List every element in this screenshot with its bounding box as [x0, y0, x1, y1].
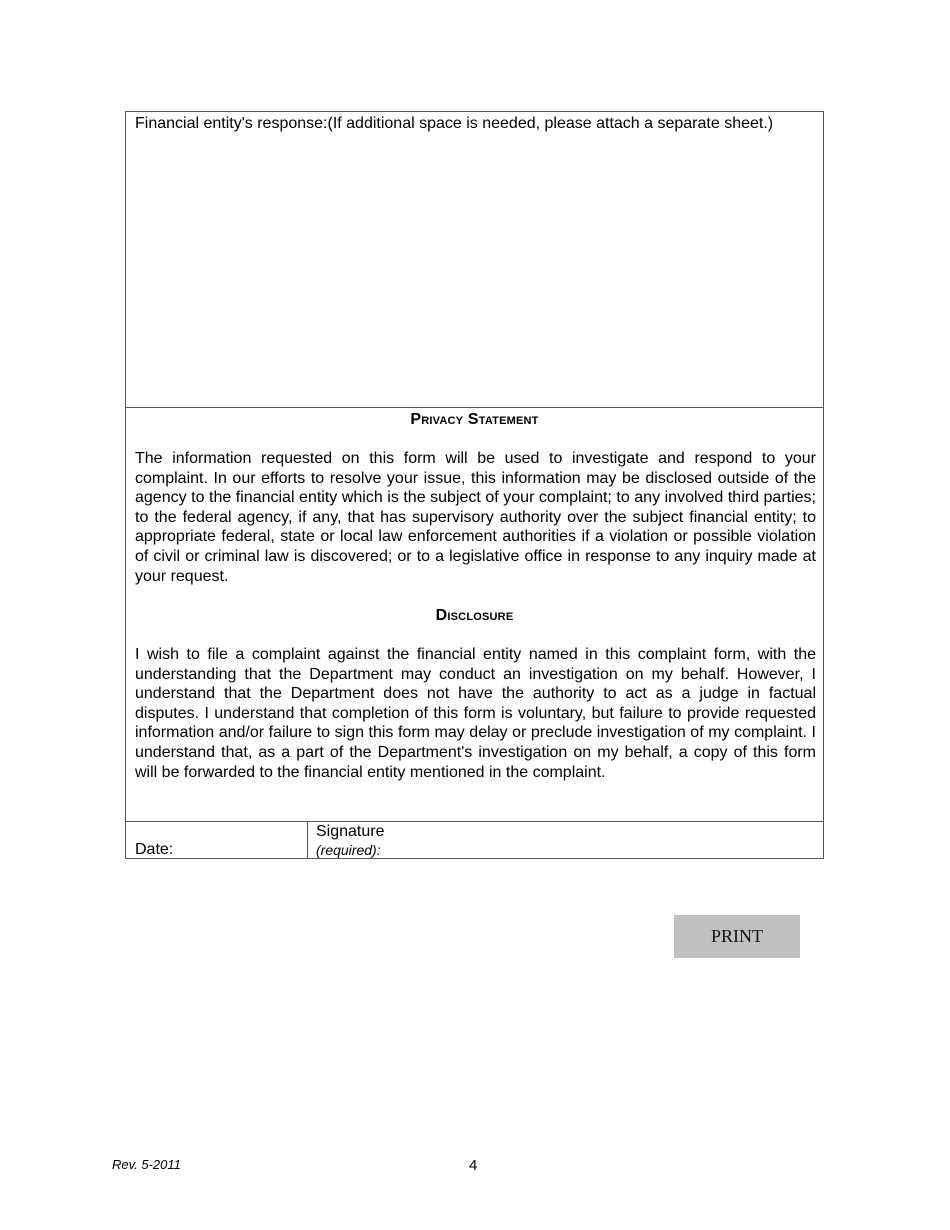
privacy-statement-text: The information requested on this form will be used to investigate and respond to your complaint. In our efforts to resolve your issue, this information may be disclosed outside of the agency to the financial entity which is the subject of your complaint; to any involved third parties; to the federal agency, if any, that has supervisory authority over the subject financial entity; to appropriate federal, state or local law enforcement authorities if a violation or possible violation of civil or criminal law is discovered; or to a legislative office in response to any inquiry made at your request.	[135, 450, 816, 585]
privacy-statement-heading: Privacy Statement	[410, 411, 539, 428]
signature-label: Signature	[316, 823, 385, 840]
disclosure-heading: Disclosure	[435, 607, 514, 624]
financial-entity-response-section	[126, 112, 823, 408]
signature-field[interactable]	[308, 822, 823, 859]
date-label: Date:	[135, 841, 174, 858]
page-number: 4	[469, 1157, 478, 1174]
revision-label: Rev. 5-2011	[112, 1157, 181, 1172]
disclosure-text: I wish to file a complaint against the financial entity named in this complaint form, with the understanding that the Department may conduct an investigation on my behalf. However, I understand that the Department does not have the authority to act as a judge in factual disputes. I understand that completion of this form is voluntary, but failure to provide requested information and/or failure to sign this form may delay or preclude investigation of my complaint. I understand that, as a part of the Department's investigation on my behalf, a copy of this form will be forwarded to the financial entity mentioned in the complaint.	[135, 646, 816, 781]
response-input[interactable]	[130, 136, 823, 406]
response-label: Financial entity's response:(If additional space is needed, please attach a separate sheet.)	[135, 115, 774, 132]
date-field[interactable]	[126, 822, 308, 859]
signature-required-label: (required):	[316, 842, 381, 858]
complaint-form-box	[125, 111, 824, 859]
signature-row	[126, 821, 823, 858]
print-button[interactable]: PRINT	[674, 915, 800, 958]
